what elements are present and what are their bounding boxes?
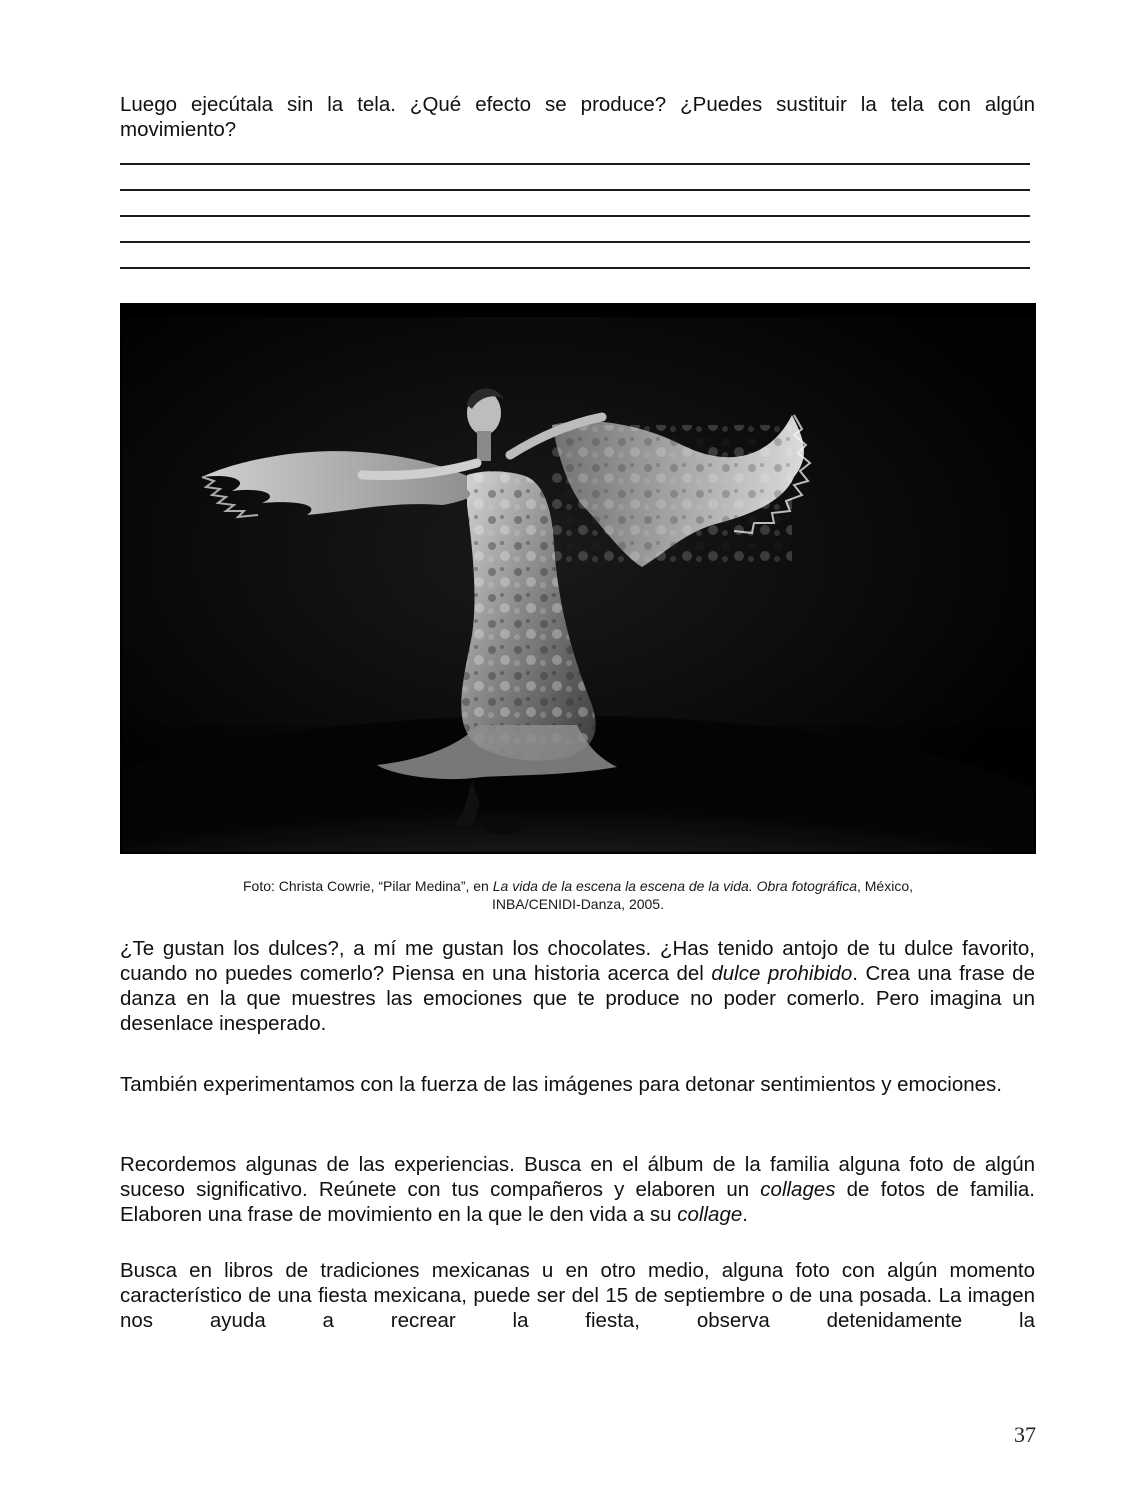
p1-text-b: . Crea una frase de danza en la que muestres las emociones que te produce no poder comerlo. Pero imagina un desenlace inesperado.: [120, 962, 1035, 1035]
answer-line[interactable]: [120, 241, 1030, 243]
paragraph-dulce: [120, 936, 1035, 1036]
caption-title: La vida de la escena la escena de la vida. Obra fotográfica: [492, 878, 857, 894]
p3-text-a: Recordemos algunas de las experiencias. Busca en el álbum de la familia alguna foto de algún suceso significativo. Reúnete con tus compañeros y elaboren un: [120, 1153, 1035, 1201]
p1-italic: dulce prohibido: [711, 962, 853, 985]
answer-line[interactable]: [120, 189, 1030, 191]
dancer-photo: [120, 303, 1036, 854]
p3-text-c: .: [742, 1203, 748, 1226]
p4-text: Busca en libros de tradiciones mexicanas u en otro medio, alguna foto con algún momento característico de una fiesta mexicana, puede ser del 15 de septiembre o de una posada. La imagen nos ayuda a recrear la fiesta, observa detenidamente la: [120, 1259, 1035, 1332]
answer-line[interactable]: [120, 163, 1030, 165]
p3-text-b: de fotos de familia. Elaboren una frase de movimiento en la que le den vida a su: [120, 1178, 1035, 1226]
intro-text: Luego ejecútala sin la tela. ¿Qué efecto se produce? ¿Puedes sustituir la tela con algún movimiento?: [120, 93, 1035, 141]
photo-caption: [120, 877, 1036, 913]
answer-lines: [120, 163, 1030, 293]
intro-paragraph: [120, 92, 1035, 142]
p3-italic-2: collage: [677, 1203, 743, 1226]
answer-line[interactable]: [120, 215, 1030, 217]
paragraph-imagenes: [120, 1072, 1035, 1097]
caption-line2: INBA/CENIDI-Danza, 2005.: [492, 896, 664, 912]
page-number: 37: [1014, 1422, 1036, 1447]
answer-line[interactable]: [120, 267, 1030, 269]
paragraph-tradiciones: [120, 1258, 1035, 1358]
caption-prefix: Foto: Christa Cowrie, “Pilar Medina”, en: [242, 878, 493, 894]
paragraph-album: [120, 1152, 1035, 1227]
caption-suffix: , México,: [856, 878, 913, 894]
p1-text-a: ¿Te gustan los dulces?, a mí me gustan los chocolates. ¿Has tenido antojo de tu dulce favorito, cuando no puedes comerlo? Piensa en una historia acerca del: [120, 937, 1035, 985]
dancer-photo-illustration: [122, 305, 1034, 852]
p3-italic-1: collages: [760, 1178, 836, 1201]
p2-text: También experimentamos con la fuerza de las imágenes para detonar sentimientos y emociones.: [120, 1073, 1002, 1096]
